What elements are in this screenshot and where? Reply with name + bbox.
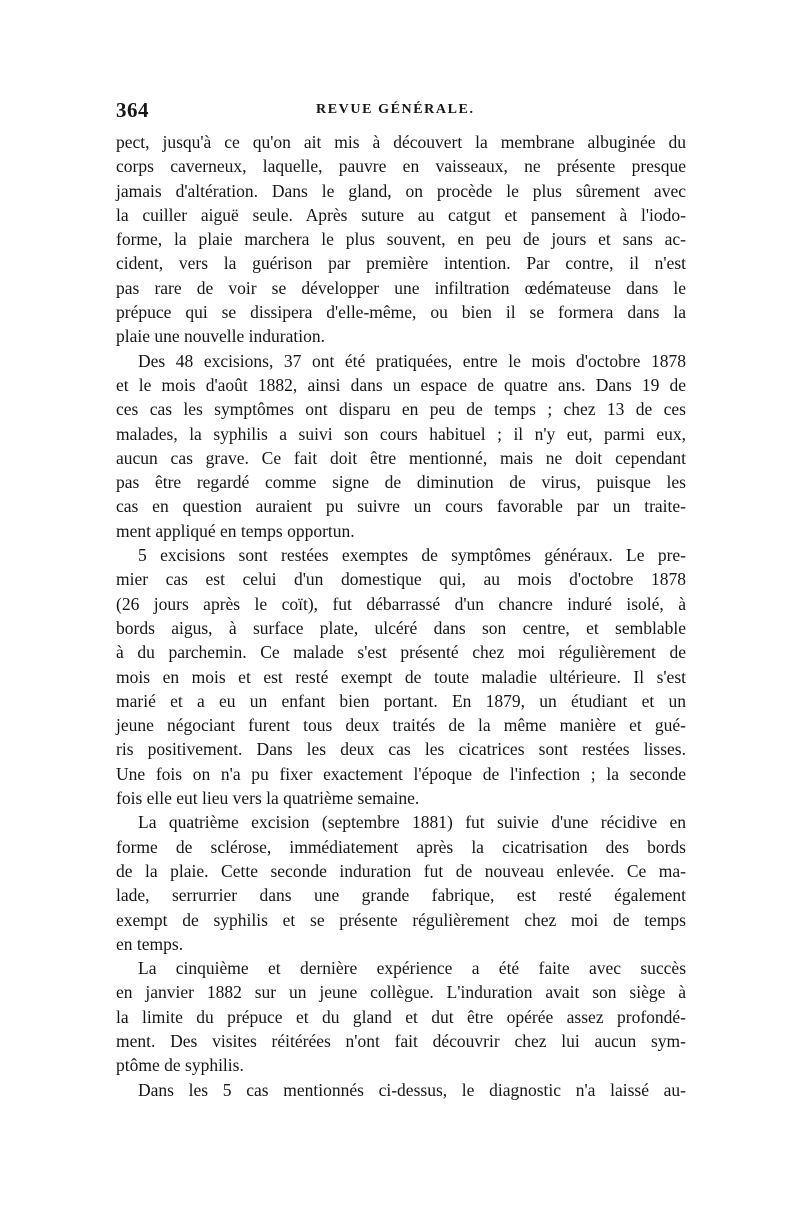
text-line: mier cas est celui d'un domestique qui, au mois d'octobre 1878 xyxy=(116,569,686,590)
text-line: ces cas les symptômes ont disparu en peu de temps ; chez 13 de ces xyxy=(116,399,686,420)
running-header xyxy=(116,98,686,122)
page-number: 364 xyxy=(116,98,149,122)
text-line: forme de sclérose, immédiatement après la cicatrisation des bords xyxy=(116,836,686,857)
text-line: malades, la syphilis a suivi son cours habituel ; il n'y eut, parmi eux, xyxy=(116,423,686,444)
text-line: en temps. xyxy=(116,933,184,954)
text-line: et le mois d'août 1882, ainsi dans un espace de quatre ans. Dans 19 de xyxy=(116,374,686,395)
text-line: prépuce qui se dissipera d'elle-même, ou bien il se formera dans la xyxy=(116,302,686,323)
journal-title: REVUE GÉNÉRALE. xyxy=(316,102,475,117)
text-line: de la plaie. Cette seconde induration fut de nouveau enlevée. Ce ma- xyxy=(116,860,686,881)
text-line: cas en question auraient pu suivre un cours favorable par un traite- xyxy=(116,496,686,517)
text-line: la cuiller aiguë seule. Après suture au catgut et pansement à l'iodo- xyxy=(116,204,686,225)
text-line: Une fois on n'a pu fixer exactement l'époque de l'infection ; la seconde xyxy=(116,763,686,784)
text-line: Des 48 excisions, 37 ont été pratiquées, entre le mois d'octobre 1878 xyxy=(138,350,686,371)
text-line: pas rare de voir se développer une infiltration œdémateuse dans le xyxy=(116,277,686,298)
text-line: fois elle eut lieu vers la quatrième semaine. xyxy=(116,788,420,809)
text-line: La quatrième excision (septembre 1881) fut suivie d'une récidive en xyxy=(138,812,686,833)
text-line: en janvier 1882 sur un jeune collègue. L'induration avait son siège à xyxy=(116,982,686,1003)
text-line: ris positivement. Dans les deux cas les cicatrices sont restées lisses. xyxy=(116,739,686,760)
text-line: mois en mois et est resté exempt de toute maladie ultérieure. Il s'est xyxy=(116,666,686,687)
text-line: exempt de syphilis et se présente régulièrement chez moi de temps xyxy=(116,909,686,930)
text-line: forme, la plaie marchera le plus souvent, en peu de jours et sans ac- xyxy=(116,229,686,250)
text-line: la limite du prépuce et du gland et dut être opérée assez profondé- xyxy=(116,1006,686,1027)
text-line: plaie une nouvelle induration. xyxy=(116,326,325,347)
text-line: ptôme de syphilis. xyxy=(116,1055,244,1076)
text-line: ment appliqué en temps opportun. xyxy=(116,520,355,541)
text-line: ment. Des visites réitérées n'ont fait découvrir chez lui aucun sym- xyxy=(116,1030,686,1051)
text-line: cident, vers la guérison par première intention. Par contre, il n'est xyxy=(116,253,686,274)
text-line: lade, serrurrier dans une grande fabrique, est resté également xyxy=(116,885,686,906)
text-line: à du parchemin. Ce malade s'est présenté chez moi régulièrement de xyxy=(116,642,686,663)
text-line: bords aigus, à surface plate, ulcéré dans son centre, et semblable xyxy=(116,617,686,638)
text-line: pect, jusqu'à ce qu'on ait mis à découvert la membrane albuginée du xyxy=(116,132,686,152)
text-line: marié et a eu un enfant bien portant. En 1879, un étudiant et un xyxy=(116,690,686,711)
text-line: 5 excisions sont restées exemptes de symptômes généraux. Le pre- xyxy=(138,545,686,566)
text-line: La cinquième et dernière expérience a été faite avec succès xyxy=(138,958,686,979)
text-line: aucun cas grave. Ce fait doit être mentionné, mais ne doit cependant xyxy=(116,447,686,468)
text-line: (26 jours après le coït), fut débarrassé d'un chancre induré isolé, à xyxy=(116,593,686,614)
text-line: Dans les 5 cas mentionnés ci-dessus, le diagnostic n'a laissé au- xyxy=(138,1079,686,1100)
text-line: pas être regardé comme signe de diminution de virus, puisque les xyxy=(116,472,686,493)
body-text xyxy=(116,130,686,1102)
text-line: jeune négociant furent tous deux traités de la même manière et gué- xyxy=(116,715,686,736)
text-line: corps caverneux, laquelle, pauvre en vaisseaux, ne présente presque xyxy=(116,156,686,177)
text-line: jamais d'altération. Dans le gland, on procède le plus sûrement avec xyxy=(116,180,686,201)
